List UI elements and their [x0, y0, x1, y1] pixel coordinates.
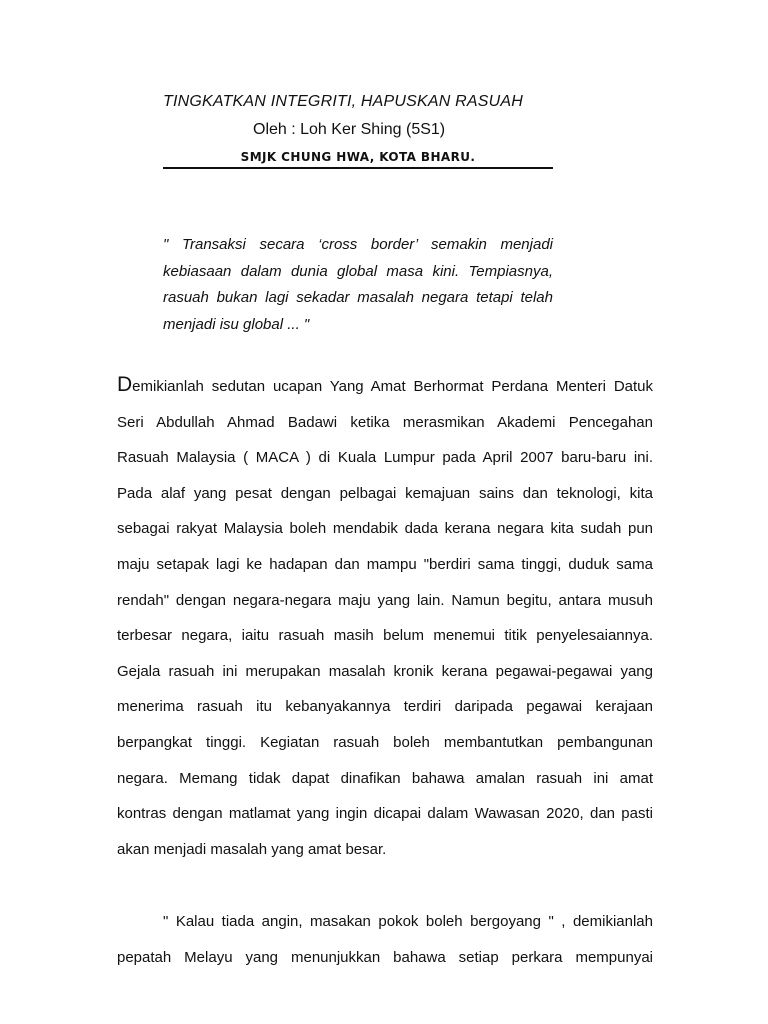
paragraph-line: maju setapak lagi ke hadapan dan mampu "berdiri sama tinggi, duduk sama [117, 555, 653, 573]
paragraph-line: sebagai rakyat Malaysia boleh mendabik dada kerana negara kita sudah pun [117, 520, 653, 538]
paragraph-line: kontras dengan matlamat yang ingin dicapai dalam Wawasan 2020, dan pasti [117, 805, 653, 823]
paragraph-line: Gejala rasuah ini merupakan masalah kronik kerana pegawai-pegawai yang [117, 662, 653, 680]
paragraph-line: Rasuah Malaysia ( MACA ) di Kuala Lumpur pada April 2007 baru-baru ini. [117, 449, 653, 467]
paragraph-line: rendah" dengan negara-negara maju yang lain. Namun begitu, antara musuh [117, 591, 653, 609]
paragraph-line: pepatah Melayu yang menunjukkan bahawa setiap perkara mempunyai [117, 948, 653, 966]
quote-line: " Transaksi secara ‘cross border’ semakin menjadi [163, 236, 553, 253]
paragraph-line: menerima rasuah itu kebanyakannya terdiri daripada pegawai kerajaan [117, 698, 653, 716]
quote-line: rasuah bukan lagi sekadar masalah negara tetapi telah [163, 289, 553, 307]
paragraph-line: Seri Abdullah Ahmad Badawi ketika merasmikan Akademi Pencegahan [117, 413, 653, 431]
author-line: Oleh : Loh Ker Shing (5S1) [253, 121, 446, 138]
document-title: TINGKATKAN INTEGRITI, HAPUSKAN RASUAH [163, 93, 524, 110]
opening-quote [163, 232, 553, 339]
paragraph-line: berpangkat tinggi. Kegiatan rasuah boleh membantutkan pembangunan [117, 733, 653, 751]
school-name: SMJK CHUNG HWA, KOTA BHARU. [163, 150, 553, 169]
paragraph-line [117, 369, 653, 405]
paragraph-line: terbesar negara, iaitu rasuah masih belum menemui titik penyelesaiannya. [117, 627, 653, 645]
paragraph-line: akan menjadi masalah yang amat besar. [117, 840, 387, 858]
paragraph-line: Pada alaf yang pesat dengan pelbagai kemajuan sains dan teknologi, kita [117, 484, 653, 502]
paragraph-1 [117, 369, 653, 867]
first-line-text: emikianlah sedutan ucapan Yang Amat Berhormat Perdana Menteri Datuk [132, 378, 653, 395]
quote-line: menjadi isu global ... " [163, 316, 310, 334]
quote-line: kebiasaan dalam dunia global masa kini. Tempiasnya, [163, 262, 553, 280]
drop-cap: D [117, 373, 133, 396]
paragraph-line-text: " Kalau tiada angin, masakan pokok boleh bergoyang " , demikianlah [163, 913, 653, 930]
paragraph-line: negara. Memang tidak dapat dinafikan bahawa amalan rasuah ini amat [117, 769, 653, 787]
paragraph-2 [117, 904, 653, 975]
paragraph-line [117, 904, 653, 940]
